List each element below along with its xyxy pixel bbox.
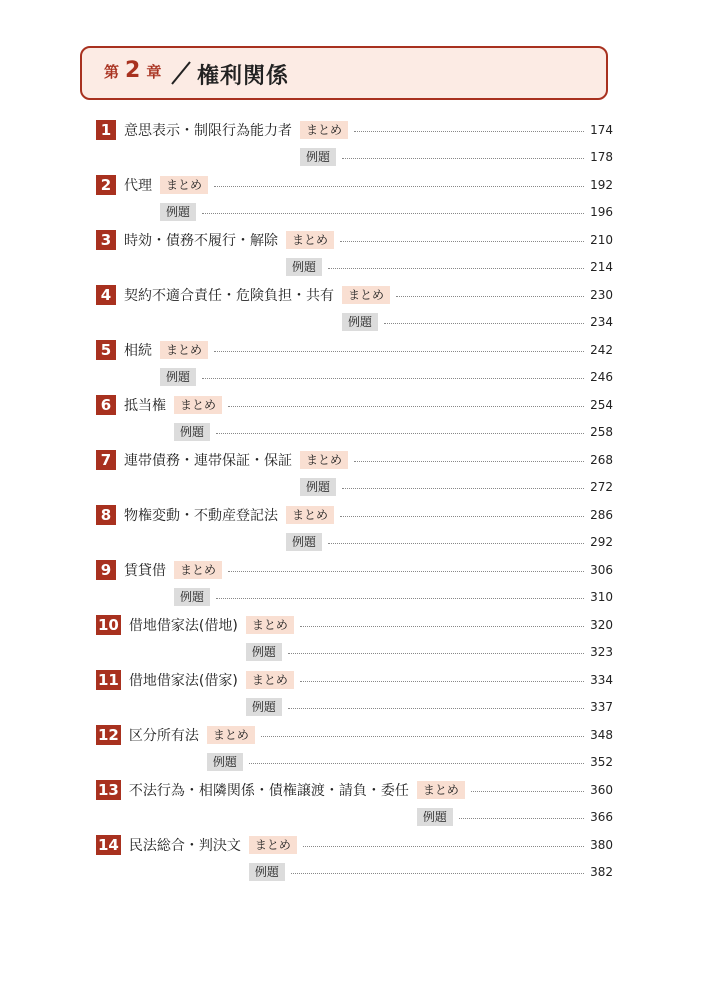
example-page-number: 246	[590, 370, 613, 384]
summary-tag: まとめ	[246, 616, 294, 634]
slash-divider-icon	[170, 61, 192, 85]
section-number-badge: 7	[96, 450, 116, 470]
dot-leader	[202, 378, 584, 379]
section-title: 代理	[124, 178, 152, 194]
summary-tag: まとめ	[342, 286, 390, 304]
toc-example-line[interactable]	[96, 422, 613, 442]
dot-leader	[214, 351, 584, 352]
toc-example-line[interactable]	[96, 312, 613, 332]
example-tag: 例題	[300, 148, 336, 166]
toc-summary-line[interactable]	[96, 560, 613, 580]
section-number-badge: 8	[96, 505, 116, 525]
example-page-number: 382	[590, 865, 613, 879]
section-title: 相続	[124, 343, 152, 359]
toc-example-line[interactable]	[96, 477, 613, 497]
summary-page-number: 380	[590, 838, 613, 852]
summary-page-number: 242	[590, 343, 613, 357]
dot-leader	[216, 433, 584, 434]
toc-entry	[96, 283, 613, 338]
section-number-badge: 11	[98, 671, 119, 689]
chapter-title: 権利関係	[197, 64, 290, 89]
dot-leader	[202, 213, 584, 214]
toc-example-line[interactable]	[96, 587, 613, 607]
dot-leader	[228, 571, 584, 572]
example-tag: 例題	[160, 368, 196, 386]
section-number-badge: 5	[96, 340, 116, 360]
dot-leader	[354, 131, 584, 132]
example-tag: 例題	[417, 808, 453, 826]
example-tag: 例題	[342, 313, 378, 331]
example-page-number: 272	[590, 480, 613, 494]
section-title: 意思表示・制限行為能力者	[124, 123, 292, 139]
section-title: 民法総合・判決文	[128, 838, 241, 854]
section-title: 物権変動・不動産登記法	[124, 508, 278, 524]
chapter-prefix: 第	[104, 63, 120, 81]
toc-summary-line[interactable]	[96, 725, 613, 745]
dot-leader	[340, 241, 584, 242]
example-tag: 例題	[246, 643, 282, 661]
example-page-number: 366	[590, 810, 613, 824]
dot-leader	[396, 296, 584, 297]
summary-page-number: 192	[590, 178, 613, 192]
section-title: 賃貸借	[124, 563, 166, 579]
example-page-number: 352	[590, 755, 613, 769]
chapter-label	[104, 58, 161, 83]
toc-entry	[96, 228, 613, 283]
summary-page-number: 254	[590, 398, 613, 412]
summary-page-number: 334	[590, 673, 613, 687]
summary-tag: まとめ	[246, 671, 294, 689]
section-title: 時効・債務不履行・解除	[124, 233, 278, 249]
section-title: 不法行為・相隣関係・債権譲渡・請負・委任	[128, 783, 409, 799]
dot-leader	[328, 543, 584, 544]
toc-summary-line[interactable]	[96, 230, 613, 250]
dot-leader	[342, 488, 584, 489]
section-title: 区分所有法	[128, 728, 199, 744]
example-page-number: 196	[590, 205, 613, 219]
dot-leader	[291, 873, 584, 874]
section-number-badge: 10	[98, 616, 119, 634]
section-number-badge: 12	[98, 726, 119, 744]
dot-leader	[340, 516, 584, 517]
section-number-badge: 14	[98, 836, 119, 854]
toc-entry	[96, 503, 613, 558]
toc-example-line[interactable]	[96, 862, 613, 882]
summary-tag: まとめ	[417, 781, 465, 799]
section-number-badge: 9	[96, 560, 116, 580]
section-number-badge: 4	[96, 285, 116, 305]
toc-entry	[96, 833, 613, 888]
summary-page-number: 320	[590, 618, 613, 632]
example-tag: 例題	[286, 258, 322, 276]
summary-tag: まとめ	[300, 451, 348, 469]
toc-example-line[interactable]	[96, 257, 613, 277]
toc-example-line[interactable]	[96, 202, 613, 222]
section-title: 借地借家法(借家)	[128, 673, 238, 689]
chapter-suffix: 章	[146, 63, 162, 81]
section-number-badge: 2	[96, 175, 116, 195]
toc-entry	[96, 668, 613, 723]
example-tag: 例題	[246, 698, 282, 716]
toc-summary-line[interactable]	[96, 285, 613, 305]
example-tag: 例題	[174, 423, 210, 441]
summary-tag: まとめ	[286, 231, 334, 249]
toc-summary-line[interactable]	[96, 670, 613, 690]
dot-leader	[288, 708, 584, 709]
dot-leader	[471, 791, 584, 792]
toc-example-line[interactable]	[96, 642, 613, 662]
toc-summary-line[interactable]	[96, 615, 613, 635]
toc-entry	[96, 778, 613, 833]
dot-leader	[228, 406, 584, 407]
section-number-badge: 6	[96, 395, 116, 415]
summary-tag: まとめ	[207, 726, 255, 744]
toc-summary-line[interactable]	[96, 175, 613, 195]
toc-summary-line[interactable]	[96, 120, 613, 140]
example-tag: 例題	[300, 478, 336, 496]
toc-entry	[96, 118, 613, 173]
summary-tag: まとめ	[160, 176, 208, 194]
toc-summary-line[interactable]	[96, 340, 613, 360]
chapter-header	[80, 46, 608, 100]
example-page-number: 310	[590, 590, 613, 604]
toc-entry	[96, 448, 613, 503]
example-page-number: 234	[590, 315, 613, 329]
example-page-number: 323	[590, 645, 613, 659]
example-tag: 例題	[286, 533, 322, 551]
dot-leader	[354, 461, 584, 462]
toc-entry	[96, 338, 613, 393]
example-tag: 例題	[160, 203, 196, 221]
dot-leader	[216, 598, 584, 599]
toc-summary-line[interactable]	[96, 395, 613, 415]
dot-leader	[261, 736, 584, 737]
section-number-badge: 1	[96, 120, 116, 140]
summary-tag: まとめ	[249, 836, 297, 854]
toc-example-line[interactable]	[96, 697, 613, 717]
section-title: 借地借家法(借地)	[128, 618, 238, 634]
toc-example-line[interactable]	[96, 147, 613, 167]
dot-leader	[300, 626, 584, 627]
example-page-number: 292	[590, 535, 613, 549]
section-title: 連帯債務・連帯保証・保証	[124, 453, 292, 469]
dot-leader	[328, 268, 584, 269]
dot-leader	[303, 846, 584, 847]
summary-page-number: 174	[590, 123, 613, 137]
toc-summary-line[interactable]	[96, 780, 613, 800]
dot-leader	[342, 158, 584, 159]
example-page-number: 214	[590, 260, 613, 274]
dot-leader	[384, 323, 584, 324]
summary-tag: まとめ	[160, 341, 208, 359]
section-title: 抵当権	[124, 398, 166, 414]
summary-page-number: 230	[590, 288, 613, 302]
table-of-contents	[96, 118, 613, 888]
toc-entry	[96, 173, 613, 228]
section-title: 契約不適合責任・危険負担・共有	[124, 288, 334, 304]
dot-leader	[288, 653, 584, 654]
summary-page-number: 306	[590, 563, 613, 577]
toc-entry	[96, 723, 613, 778]
example-tag: 例題	[249, 863, 285, 881]
toc-summary-line[interactable]	[96, 505, 613, 525]
summary-page-number: 360	[590, 783, 613, 797]
dot-leader	[214, 186, 584, 187]
dot-leader	[249, 763, 584, 764]
example-tag: 例題	[207, 753, 243, 771]
toc-summary-line[interactable]	[96, 835, 613, 855]
summary-tag: まとめ	[286, 506, 334, 524]
summary-page-number: 268	[590, 453, 613, 467]
summary-page-number: 286	[590, 508, 613, 522]
toc-example-line[interactable]	[96, 367, 613, 387]
example-page-number: 258	[590, 425, 613, 439]
summary-page-number: 348	[590, 728, 613, 742]
section-number-badge: 3	[96, 230, 116, 250]
example-tag: 例題	[174, 588, 210, 606]
toc-example-line[interactable]	[96, 752, 613, 772]
dot-leader	[300, 681, 584, 682]
toc-entry	[96, 558, 613, 613]
example-page-number: 337	[590, 700, 613, 714]
section-number-badge: 13	[98, 781, 119, 799]
toc-entry	[96, 393, 613, 448]
toc-entry	[96, 613, 613, 668]
chapter-number: 2	[125, 58, 141, 83]
summary-page-number: 210	[590, 233, 613, 247]
summary-tag: まとめ	[174, 561, 222, 579]
example-page-number: 178	[590, 150, 613, 164]
toc-example-line[interactable]	[96, 532, 613, 552]
summary-tag: まとめ	[174, 396, 222, 414]
toc-example-line[interactable]	[96, 807, 613, 827]
toc-summary-line[interactable]	[96, 450, 613, 470]
summary-tag: まとめ	[300, 121, 348, 139]
dot-leader	[459, 818, 584, 819]
